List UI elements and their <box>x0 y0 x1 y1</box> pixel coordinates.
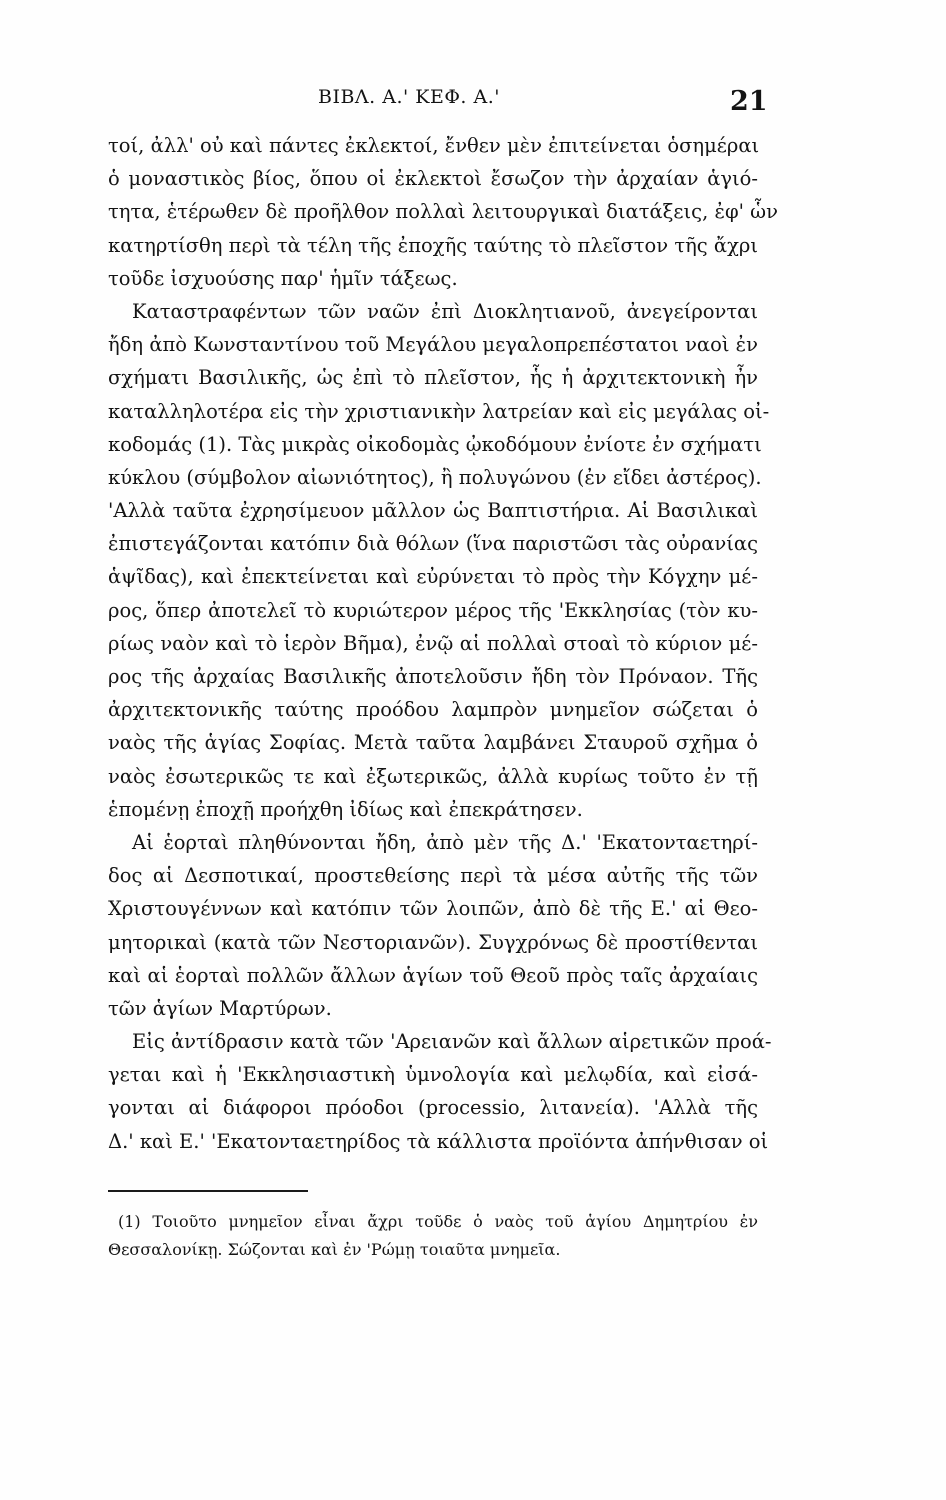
footnotes <box>108 1208 758 1264</box>
paragraph-start-line: Αἱ ἑορταὶ πληθύνονται ἤδη, ἀπὸ μὲν τῆς Δ.' 'Εκατονταετηρί- <box>132 830 758 854</box>
text-line: ρος, ὅπερ ἀποτελεῖ τὸ κυριώτερον μέρος τῆς 'Εκκλησίας (τὸν κυ- <box>108 598 758 622</box>
body-text <box>108 129 778 1158</box>
text-line: ρος τῆς ἀρχαίας Βασιλικῆς ἀποτελοῦσιν ἤδη τὸν Πρόναον. Τῆς <box>108 665 758 688</box>
text-line: τητα, ἑτέρωθεν δὲ προῆλθον πολλαὶ λειτουργικαὶ διατάξεις, ἐφ' ὧν <box>108 200 778 224</box>
footnote-divider <box>108 1190 308 1192</box>
text-line: δος αἱ Δεσποτικαί, προστεθείσης περὶ τὰ μέσα αὐτῆς τῆς τῶν <box>108 864 758 888</box>
text-line: κατηρτίσθη περὶ τὰ τέλη τῆς ἐποχῆς ταύτης τὸ πλεῖστον τῆς ἄχρι <box>108 233 759 257</box>
text-line: ἑπομένῃ ἐποχῇ προήχθη ἰδίως καὶ ἐπεκράτησεν. <box>108 797 583 821</box>
paragraph-start-line: Εἰς ἀντίδρασιν κατὰ τῶν 'Αρειανῶν καὶ ἄλλων αἱρετικῶν προά- <box>132 1030 772 1054</box>
text-line: γονται αἱ διάφοροι πρόοδοι (processio, λιτανεία). 'Αλλὰ τῆς <box>108 1096 758 1120</box>
text-line: σχήματι Βασιλικῆς, ὡς ἐπὶ τὸ πλεῖστον, ἧς ἡ ἀρχιτεκτονικὴ ἦν <box>108 366 758 390</box>
text-line: κοδομάς (1). Τὰς μικρὰς οἰκοδομὰς ᾠκοδόμουν ἐνίοτε ἐν σχήματι <box>108 432 762 456</box>
text-line: καὶ αἱ ἑορταὶ πολλῶν ἄλλων ἁγίων τοῦ Θεοῦ πρὸς ταῖς ἀρχαίαις <box>108 963 758 987</box>
footnote-line: (1) Τοιοῦτο μνημεῖον εἶναι ἄχρι τοῦδε ὁ ναὸς τοῦ ἁγίου Δημητρίου ἐν <box>118 1212 758 1231</box>
text-line: γεται καὶ ἡ 'Εκκλησιαστικὴ ὑμνολογία καὶ μελῳδία, καὶ εἰσά- <box>108 1063 758 1087</box>
text-line: ναὸς ἐσωτερικῶς τε καὶ ἐξωτερικῶς, ἀλλὰ κυρίως τοῦτο ἐν τῇ <box>108 764 758 788</box>
text-line: τῶν ἁγίων Μαρτύρων. <box>108 996 332 1020</box>
text-line: καταλληλοτέρα εἰς τὴν χριστιανικὴν λατρείαν καὶ εἰς μεγάλας οἰ- <box>108 399 770 423</box>
text-line: Δ.' καὶ Ε.' 'Εκατονταετηρίδος τὰ κάλλιστα προϊόντα ἀπήνθισαν οἱ <box>108 1129 769 1153</box>
text-line: Χριστουγέννων καὶ κατόπιν τῶν λοιπῶν, ἀπὸ δὲ τῆς Ε.' αἱ Θεο- <box>108 897 758 921</box>
text-line: τοί, ἀλλ' οὐ καὶ πάντες ἐκλεκτοί, ἔνθεν μὲν ἐπιτείνεται ὁσημέραι <box>108 134 760 157</box>
running-head: ΒΙΒΛ. Α.' ΚΕΦ. Α.' <box>318 86 500 108</box>
text-line: μητορικαὶ (κατὰ τῶν Νεστοριανῶν). Συγχρόνως δὲ προστίθενται <box>108 930 758 954</box>
text-line: ἁψῖδας), καὶ ἐπεκτείνεται καὶ εὐρύνεται τὸ πρὸς τὴν Κόγχην μέ- <box>108 565 758 589</box>
page-number: 21 <box>730 86 768 117</box>
text-line: 'Αλλὰ ταῦτα ἐχρησίμευον μᾶλλον ὡς Βαπτιστήρια. Αἱ Βασιλικαὶ <box>108 499 758 523</box>
text-line: κύκλου (σύμβολον αἰωνιότητος), ἢ πολυγώνου (ἐν εἴδει ἀστέρος). <box>108 465 762 489</box>
paragraph-start-line: Καταστραφέντων τῶν ναῶν ἐπὶ Διοκλητιανοῦ, ἀνεγείρονται <box>132 299 758 323</box>
footnote-line: Θεσσαλονίκῃ. Σώζονται καὶ ἐν 'Ρώμῃ τοιαῦτα μνημεῖα. <box>108 1240 561 1259</box>
text-line: ρίως ναὸν καὶ τὸ ἱερὸν Βῆμα), ἐνῷ αἱ πολλαὶ στοαὶ τὸ κύριον μέ- <box>108 631 758 655</box>
text-line: ἀρχιτεκτονικῆς ταύτης προόδου λαμπρὸν μνημεῖον σώζεται ὁ <box>108 698 758 722</box>
text-line: ἤδη ἀπὸ Κωνσταντίνου τοῦ Μεγάλου μεγαλοπρεπέστατοι ναοὶ ἐν <box>108 333 758 357</box>
text-line: ὁ μοναστικὸς βίος, ὅπου οἱ ἐκλεκτοὶ ἔσωζον τὴν ἀρχαίαν ἁγιό- <box>108 167 758 191</box>
text-line: τοῦδε ἰσχυούσης παρ' ἡμῖν τάξεως. <box>108 266 458 290</box>
text-line: ναὸς τῆς ἁγίας Σοφίας. Μετὰ ταῦτα λαμβάνει Σταυροῦ σχῆμα ὁ <box>108 731 758 755</box>
text-line: ἐπιστεγάζονται κατόπιν διὰ θόλων (ἵνα παριστῶσι τὰς οὐρανίας <box>108 532 758 556</box>
